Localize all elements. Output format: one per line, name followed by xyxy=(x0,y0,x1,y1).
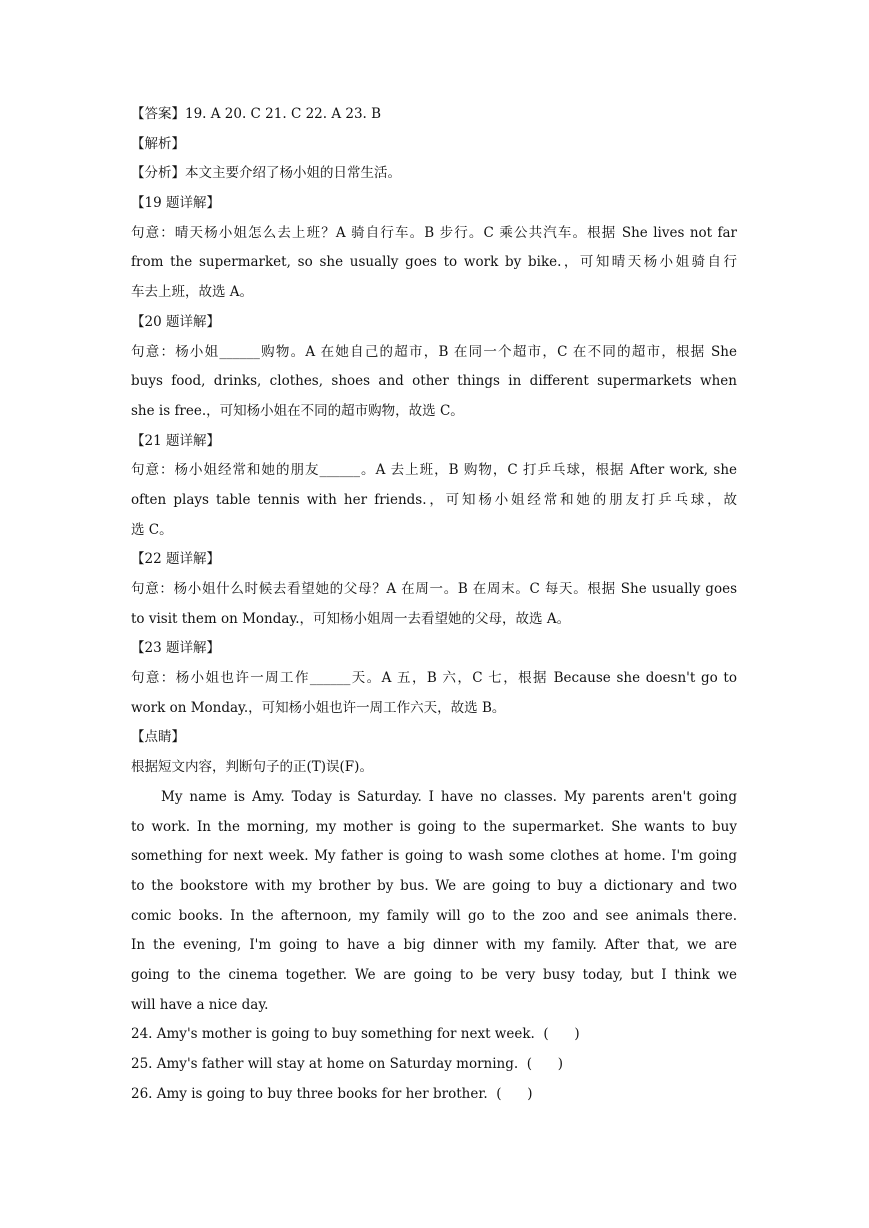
text-line: My name is Amy. Today is Saturday. I have no classes. My parents aren't going xyxy=(161,788,737,805)
text-line: 24. Amy's mother is going to buy something for next week. ( ) xyxy=(131,1026,580,1043)
text-line: 25. Amy's father will stay at home on Saturday morning. ( ) xyxy=(131,1056,564,1072)
text-line: 句意：杨小姐什么时候去看望她的父母？A 在周一。B 在周末。C 每天。根据 She usually goes xyxy=(131,581,737,597)
text-line: to work. In the morning, my mother is going to the supermarket. She wants to buy xyxy=(131,818,737,835)
text-line: 根据短文内容，判断句子的正(T)误(F)。 xyxy=(131,759,373,776)
text-line: work on Monday.，可知杨小姐也许一周工作六天，故选 B。 xyxy=(131,699,506,716)
text-line: 句意：杨小姐也许一周工作______天。A 五，B 六，C 七，根据 Because she doesn't go to xyxy=(131,670,737,687)
text-line: to the bookstore with my brother by bus. We are going to buy a dictionary and two xyxy=(131,877,737,894)
text-line: 车去上班，故选 A。 xyxy=(131,284,254,301)
text-line: 句意：杨小姐经常和她的朋友______。A 去上班，B 购物，C 打乒乓球，根据 After work, she xyxy=(131,462,737,479)
text-line: In the evening, I'm going to have a big dinner with my family. After that, we are xyxy=(131,937,737,954)
text-line: often plays table tennis with her friends.，可知杨小姐经常和她的朋友打乒乓球，故 xyxy=(131,491,737,508)
text-line: comic books. In the afternoon, my family will go to the zoo and see animals there. xyxy=(131,907,737,924)
text-line: 【22 题详解】 xyxy=(131,551,220,568)
text-line: 【20 题详解】 xyxy=(131,313,220,330)
text-line: 【23 题详解】 xyxy=(131,640,220,657)
text-line: something for next week. My father is going to wash some clothes at home. I'm going xyxy=(131,848,737,865)
text-line: 【分析】本文主要介绍了杨小姐的日常生活。 xyxy=(131,165,401,182)
text-line: to visit them on Monday.，可知杨小姐周一去看望她的父母，故选 A。 xyxy=(131,610,571,627)
text-line: 【点睛】 xyxy=(131,729,185,746)
document-page xyxy=(131,100,737,1109)
text-line: will have a nice day. xyxy=(131,996,269,1013)
text-line: going to the cinema together. We are going to be very busy today, but I think we xyxy=(131,966,737,983)
text-line: 【19 题详解】 xyxy=(131,195,220,212)
text-line: 【21 题详解】 xyxy=(131,432,220,449)
text-line: 句意：晴天杨小姐怎么去上班？A 骑自行车。B 步行。C 乘公共汽车。根据 She lives not far xyxy=(131,224,737,241)
text-line: 选 C。 xyxy=(131,521,173,538)
text-line: 句意：杨小姐______购物。A 在她自己的超市，B 在同一个超市，C 在不同的超市，根据 She xyxy=(131,343,737,360)
text-line: buys food, drinks, clothes, shoes and other things in different supermarkets when xyxy=(131,373,737,390)
text-line: 【解析】 xyxy=(131,135,185,152)
text-line: from the supermarket, so she usually goes to work by bike.，可知晴天杨小姐骑自行 xyxy=(131,254,737,271)
text-line: 26. Amy is going to buy three books for her brother. ( ) xyxy=(131,1085,533,1102)
text-line: 【答案】19. A 20. C 21. C 22. A 23. B xyxy=(131,106,382,122)
text-line: she is free.，可知杨小姐在不同的超市购物，故选 C。 xyxy=(131,402,464,419)
